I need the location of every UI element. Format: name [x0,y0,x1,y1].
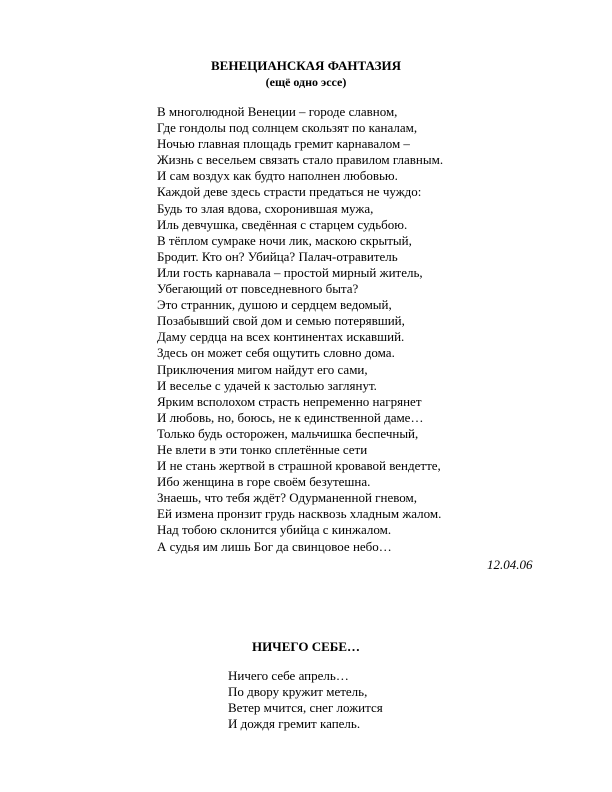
poem-body [157,104,443,555]
poem-line: Или гость карнавала – простой мирный житель, [157,264,423,280]
poem2-line: По двору кружит метель, [228,684,368,700]
poem-line: Позабывший свой дом и семью потерявший, [157,313,405,329]
poem-subtitle: (ещё одно эссе) [265,75,347,89]
poem2-line: Ветер мчится, снег ложится [228,700,383,716]
poem-line: Где гондолы под солнцем скользят по каналам, [157,120,418,136]
poem-line: Даму сердца на всех континентах искавший. [157,329,405,345]
poem-line: Бродит. Кто он? Убийца? Палач-отравитель [157,248,398,264]
poem-line: Только будь осторожен, мальчишка беспечный, [157,425,419,441]
poem-line: А судья им лишь Бог да свинцовое небо… [157,538,392,554]
poem-line: Это странник, душою и сердцем ведомый, [157,297,392,313]
poem2-body [228,668,383,732]
poem-line: И сам воздух как будто наполнен любовью. [157,168,398,184]
poem-line: Над тобою склонится убийца с кинжалом. [157,522,392,538]
poem-line: Ибо женщина в горе своём безутешна. [157,474,371,490]
poem-line: Не влети в эти тонко сплетённые сети [157,441,368,457]
poem-line: Убегающий от повседневного быта? [157,281,359,297]
poem-line: Здесь он может себя ощутить словно дома. [157,345,395,361]
poem-line: Каждой деве здесь страсти предаться не чуждо: [157,184,422,200]
poem2-line: И дождя гремит капель. [228,716,361,732]
poem-line: И не стань жертвой в страшной кровавой вендетте, [157,458,441,474]
poem-line: Ей измена пронзит грудь насквозь хладным жалом. [157,506,442,522]
poem-line: Знаешь, что тебя ждёт? Одурманенной гневом, [157,490,418,506]
poem-line: В тёплом сумраке ночи лик, маскою скрытый, [157,232,412,248]
poem-line: Иль девчушка, сведённая с старцем судьбою. [157,216,408,232]
poem-date: 12.04.06 [487,557,533,572]
poem-line: Жизнь с весельем связать стало правилом главным. [157,152,444,168]
poem-line: Ночью главная площадь гремит карнавалом – [157,136,410,152]
poem-title: ВЕНЕЦИАНСКАЯ ФАНТАЗИЯ [211,58,401,73]
poem-line: Будь то злая вдова, схоронившая мужа, [157,200,374,216]
poem-line: В многолюдной Венеции – городе славном, [157,104,398,119]
poem-line: И любовь, но, боюсь, не к единственной даме… [157,409,424,425]
poem-line: Приключения мигом найдут его сами, [157,361,368,377]
poem-line: И веселье с удачей к застолью заглянут. [157,377,377,393]
poem-line: Ярким всполохом страсть непременно нагрянет [157,393,422,409]
poem2-line: Ничего себе апрель… [228,668,349,683]
poem2-title: НИЧЕГО СЕБЕ… [251,639,361,654]
